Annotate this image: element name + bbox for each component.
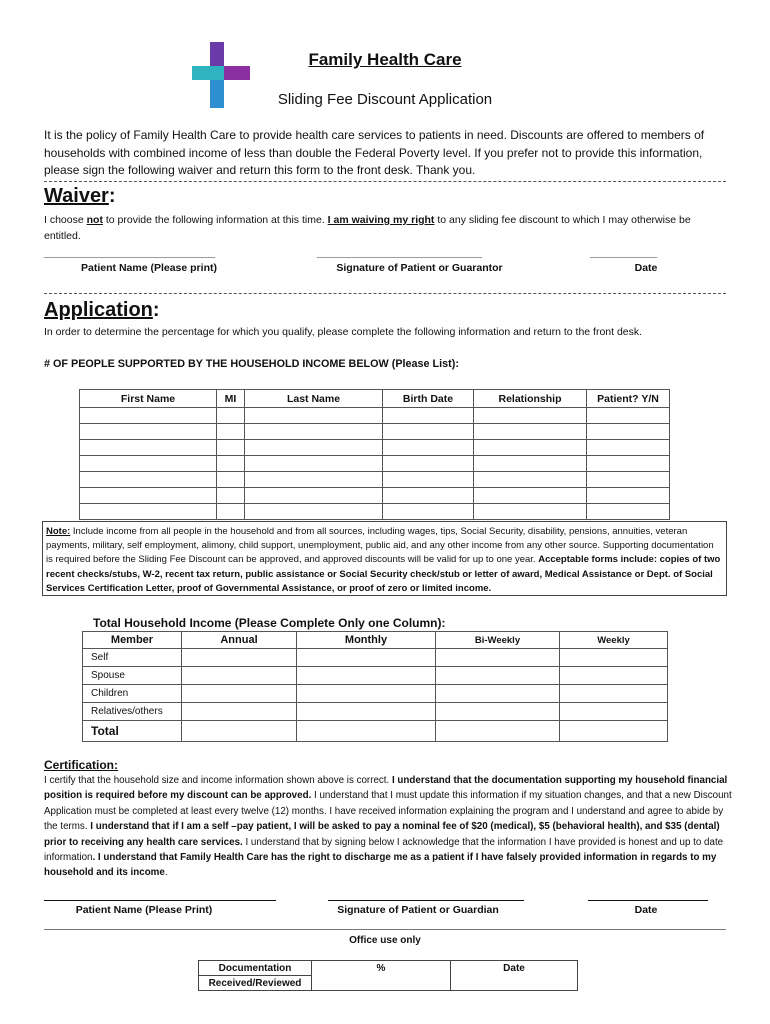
table-row	[83, 721, 668, 742]
office-use-title: Office use only	[349, 935, 421, 946]
cell[interactable]	[182, 685, 297, 703]
cell[interactable]	[80, 424, 217, 440]
table-row	[83, 703, 668, 721]
received-reviewed-label: Received/Reviewed	[199, 976, 312, 991]
col-bi-weekly: Bi-Weekly	[436, 632, 560, 649]
cell[interactable]	[297, 703, 436, 721]
cell[interactable]	[587, 456, 670, 472]
cell[interactable]	[474, 424, 587, 440]
cell[interactable]	[245, 488, 383, 504]
income-header-row	[83, 632, 668, 649]
waiver-heading: Waiver:	[44, 185, 116, 207]
cell[interactable]	[560, 721, 668, 742]
cell[interactable]	[383, 472, 474, 488]
table-row	[80, 408, 670, 424]
cell[interactable]	[474, 440, 587, 456]
signature-line[interactable]	[328, 900, 524, 901]
col-member: Member	[83, 632, 182, 649]
cell[interactable]	[436, 649, 560, 667]
cell[interactable]	[587, 488, 670, 504]
col-patient-yn: Patient? Y/N	[587, 390, 670, 408]
cell[interactable]	[436, 667, 560, 685]
household-header-row	[80, 390, 670, 408]
table-row	[80, 472, 670, 488]
table-row	[83, 667, 668, 685]
cell[interactable]	[474, 456, 587, 472]
cell[interactable]	[80, 472, 217, 488]
cell[interactable]	[587, 440, 670, 456]
cell[interactable]	[297, 649, 436, 667]
form-title: Family Health Care	[308, 50, 462, 69]
cell[interactable]	[383, 456, 474, 472]
cell[interactable]	[182, 667, 297, 685]
cell[interactable]	[560, 685, 668, 703]
col-birth-date: Birth Date	[383, 390, 474, 408]
table-row	[80, 488, 670, 504]
household-income-table	[82, 631, 668, 742]
income-note-box: Note: Include income from all people in the household and from all sources, including wages, tips, Social Security, disability, pensions, annuities, veteran payments, military, self employment, alimony, child support, unemployment, public aid, and any other income from any other source. Supporting documentation is required before the Sliding Fee Discount can be approved, and approved discounts will be valid for up to one year. Acceptable forms include: copies of two recent checks/stubs, W-2, recent tax return, public assistance or Social Security check/stub or letter of award, Medical Assistance or Dept. of Social Services Certification Letter, proof of Governmental Assistance, or proof of zero or limited income.	[42, 521, 727, 596]
certification-heading: Certification:	[44, 758, 119, 772]
waiver-signature-line[interactable]: ___________________________	[317, 247, 483, 259]
cell[interactable]	[587, 408, 670, 424]
cell[interactable]	[560, 703, 668, 721]
cell[interactable]	[245, 504, 383, 520]
office-use-table	[198, 960, 578, 991]
cell[interactable]	[245, 424, 383, 440]
table-row	[199, 961, 578, 976]
patient-name-label: Patient Name (Please Print)	[75, 904, 213, 916]
table-row	[80, 456, 670, 472]
col-annual: Annual	[182, 632, 297, 649]
table-row	[83, 649, 668, 667]
waiver-date-line[interactable]: ___________	[590, 247, 658, 259]
certification-text: I certify that the household size and income information shown above is correct. I understand that the documentation supporting my household financial position is required before my discount can be approved. I understand that I must update this information if my situation changes, and that a new Discount Application must be completed at least every twelve (12) months. I have received information explaining the program and I understand and agree to abide by the terms. I understand that if I am a self –pay patient, I will be asked to pay a nominal fee of $20 (medical), $5 (behavioral health), and $35 (dental) prior to receiving any health care services. I understand that by signing below I acknowledge that the information I have provided is honest and up to date information. I understand that Family Health Care has the right to discharge me as a patient if I have falsely provided information in regards to my household and its income.	[44, 775, 732, 879]
cell[interactable]	[80, 456, 217, 472]
col-last-name: Last Name	[245, 390, 383, 408]
row-label-children: Children	[83, 685, 182, 703]
percent-cell[interactable]: %	[312, 961, 451, 991]
waiver-date-label: Date	[634, 262, 658, 274]
cell[interactable]	[245, 440, 383, 456]
office-date-cell[interactable]: Date	[451, 961, 578, 991]
cell[interactable]	[182, 703, 297, 721]
cell[interactable]	[383, 440, 474, 456]
cell[interactable]	[383, 424, 474, 440]
cell[interactable]	[436, 685, 560, 703]
col-weekly: Weekly	[560, 632, 668, 649]
cell[interactable]	[245, 472, 383, 488]
cell[interactable]	[80, 488, 217, 504]
cell[interactable]	[245, 456, 383, 472]
cell[interactable]	[560, 649, 668, 667]
cell[interactable]	[182, 649, 297, 667]
cell[interactable]	[217, 472, 245, 488]
table-row	[83, 685, 668, 703]
table-row	[80, 440, 670, 456]
row-label-relatives: Relatives/others	[83, 703, 182, 721]
cell[interactable]	[587, 504, 670, 520]
cell[interactable]	[383, 488, 474, 504]
application-text: In order to determine the percentage for which you qualify, please complete the following information and return to the front desk.	[44, 326, 643, 338]
form-subtitle: Sliding Fee Discount Application	[277, 91, 493, 108]
cell[interactable]	[80, 504, 217, 520]
cell[interactable]	[217, 488, 245, 504]
waiver-signature-label: Signature of Patient or Guarantor	[336, 262, 503, 274]
cell[interactable]	[474, 472, 587, 488]
col-relationship: Relationship	[474, 390, 587, 408]
divider-dashed	[44, 181, 726, 182]
signature-label: Signature of Patient or Guardian	[337, 904, 499, 916]
row-label-spouse: Spouse	[83, 667, 182, 685]
intro-paragraph: It is the policy of Family Health Care to provide health care services to patients in need. Discounts are offered to members of households with combined income of less than double the Federal Poverty level. If you prefer not to provide this information, please sign the following waiver and return this form to the front desk. Thank you.	[44, 128, 705, 177]
cell[interactable]	[587, 472, 670, 488]
cell[interactable]	[587, 424, 670, 440]
cell[interactable]	[80, 408, 217, 424]
cell[interactable]	[297, 721, 436, 742]
cell[interactable]	[383, 504, 474, 520]
cell[interactable]	[297, 685, 436, 703]
cell[interactable]	[383, 408, 474, 424]
row-label-self: Self	[83, 649, 182, 667]
table-row	[80, 504, 670, 520]
cell[interactable]	[436, 721, 560, 742]
patient-name-line[interactable]	[44, 900, 276, 901]
cell[interactable]	[182, 721, 297, 742]
application-heading: Application:	[44, 299, 160, 321]
household-heading: # OF PEOPLE SUPPORTED BY THE HOUSEHOLD INCOME BELOW (Please List):	[44, 358, 459, 370]
cell[interactable]	[217, 424, 245, 440]
col-mi: MI	[217, 390, 245, 408]
waiver-text: I choose not to provide the following information at this time. I am waiving my right to any sliding fee discount to which I may otherwise be entitled.	[44, 214, 691, 242]
cell[interactable]	[474, 408, 587, 424]
cell[interactable]	[217, 456, 245, 472]
cell[interactable]	[436, 703, 560, 721]
cell[interactable]	[80, 440, 217, 456]
row-label-total: Total	[83, 721, 182, 742]
cell[interactable]	[474, 488, 587, 504]
waiver-name-label: Patient Name (Please print)	[81, 262, 217, 274]
col-first-name: First Name	[80, 390, 217, 408]
income-table-title: Total Household Income (Please Complete Only one Column):	[93, 616, 446, 630]
household-members-table	[79, 389, 670, 520]
date-line[interactable]	[588, 900, 708, 901]
waiver-name-line[interactable]: ____________________________	[44, 247, 216, 259]
documentation-label: Documentation	[199, 961, 312, 976]
cell[interactable]	[297, 667, 436, 685]
cell[interactable]	[217, 440, 245, 456]
date-label: Date	[634, 904, 658, 916]
table-row	[80, 424, 670, 440]
cell[interactable]	[474, 504, 587, 520]
divider-dashed	[44, 293, 726, 294]
office-divider	[44, 929, 726, 930]
col-monthly: Monthly	[297, 632, 436, 649]
cell[interactable]	[245, 408, 383, 424]
cell[interactable]	[217, 408, 245, 424]
cell[interactable]	[560, 667, 668, 685]
cell[interactable]	[217, 504, 245, 520]
